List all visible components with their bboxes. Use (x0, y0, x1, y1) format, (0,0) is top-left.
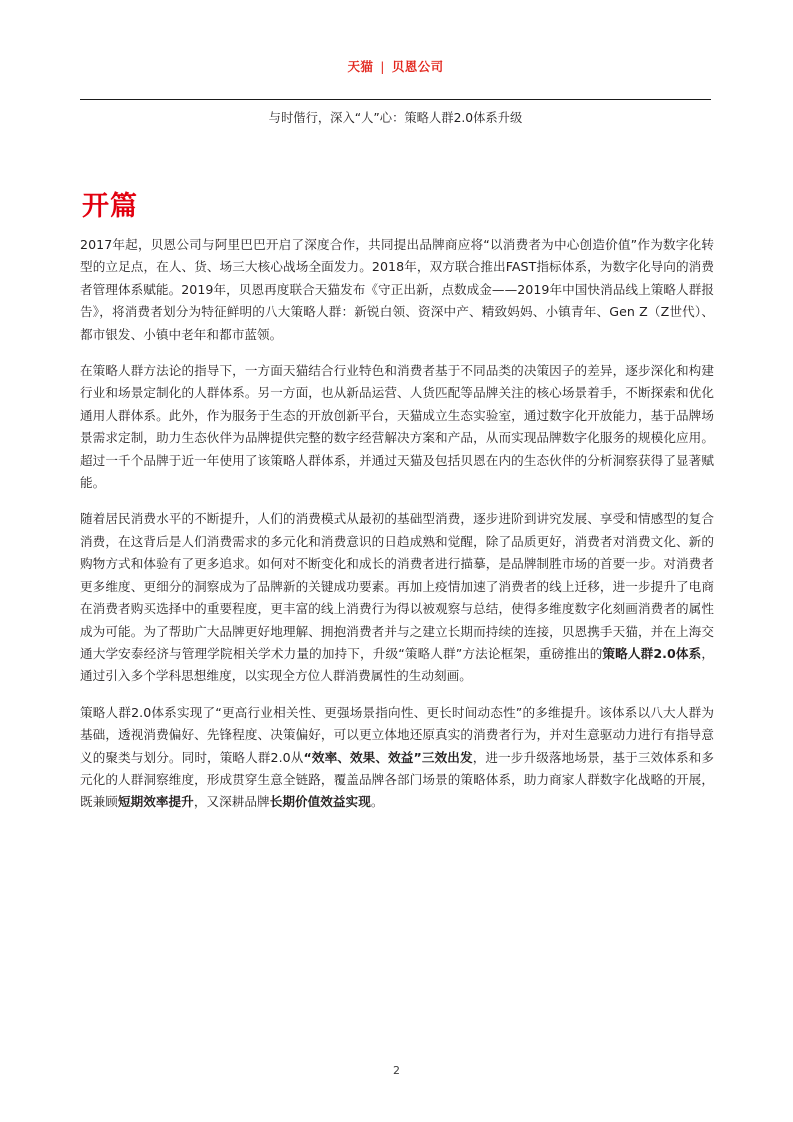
document-subtitle: 与时偕行，深入“人”心：策略人群2.0体系升级 (268, 111, 523, 125)
body-text: 随着居民消费水平的不断提升，人们的消费模式从最初的基础型消费，逐步进阶到讲究发展、享受和情感型的复合消费，在这背后是人们消费需求的多元化和消费意识的日趋成熟和觉醒，除了品质更好，消费者对消费文化、新的购物方式和体验有了更多追求。如何对不断变化和成长的消费者进行描摹，是品牌制胜市场的首要一步。对消费者更多维度、更细分的洞察成为了品牌新的关键成功要素。再加上疫情加速了消费者的线上迁移，进一步提升了电商在消费者购买选择中的重要程度，更丰富的线上消费行为得以被观察与总结，使得多维度数字化刻画消费者的属性成为可能。为了帮助广大品牌更好地理解、拥抱消费者并与之建立长期而持续的连接，贝恩携手天猫，并在上海交通大学安泰经济与管理学院相关学术力量的加持下，升级“策略人群”方法论框架，重磅推出的 (80, 511, 714, 661)
document-header (80, 58, 711, 76)
emphasis-text: 策略人群2.0体系 (602, 645, 702, 661)
brand-line (80, 58, 711, 76)
paragraph (80, 702, 714, 814)
body-text: ，又深耕品牌 (193, 794, 270, 810)
brand-separator: | (380, 59, 385, 74)
paragraph (80, 360, 714, 494)
page-number: 2 (393, 1064, 400, 1077)
emphasis-text: 长期价值效益实现 (269, 794, 371, 810)
brand-tmall: 天猫 (347, 59, 374, 74)
section-heading: 开篇 (82, 191, 138, 223)
body-text: 。 (370, 794, 384, 810)
body-text: 策略人群2.0体系实现了“更高行业相关性、更强场景指向性、更长时间动态性”的多维提升。该体系以八大人群为基础，透视消费偏好、先锋程度、决策偏好，可以更立体地还原真实的消费者行为，并对生意驱动力进行有指导意义的聚类与划分。同时，策略人群2.0从 (80, 704, 714, 765)
header-divider (80, 99, 711, 100)
body-text: ，通过引入多个学科思想维度，以实现全方位人群消费属性的生动刻画。 (80, 645, 714, 684)
emphasis-text: 短期效率提升 (117, 794, 194, 810)
emphasis-text: “效率、效果、效益”三效出发 (303, 749, 473, 765)
body-text: 2017年起，贝恩公司与阿里巴巴开启了深度合作，共同提出品牌商应将“以消费者为中心创造价值”作为数字化转型的立足点，在人、货、场三大核心战场全面发力。2018年，双方联合推出FAST指标体系，为数字化导向的消费者管理体系赋能。2019年，贝恩再度联合天猫发布《守正出新，点数成金——2019年中国快消品线上策略人群报告》，将消费者划分为特征鲜明的八大策略人群：新锐白领、资深中产、精致妈妈、小镇青年、Gen Z（Z世代）、都市银发、小镇中老年和都市蓝领。 (80, 237, 714, 342)
paragraph (80, 508, 714, 687)
body-text: ，进一步升级落地场景，基于三效体系和多元化的人群洞察维度，形成贯穿生意全链路，覆盖品牌各部门场景的策略体系，助力商家人群数字化战略的开展，既兼顾 (80, 749, 714, 810)
brand-bain: 贝恩公司 (391, 59, 444, 74)
paragraph (80, 234, 714, 346)
body-content (80, 234, 714, 814)
body-text: 在策略人群方法论的指导下，一方面天猫结合行业特色和消费者基于不同品类的决策因子的差异，逐步深化和构建行业和场景定制化的人群体系。另一方面，也从新品运营、人货匹配等品牌关注的核心场景着手，不断探索和优化通用人群体系。此外，作为服务于生态的开放创新平台，天猫成立生态实验室，通过数字化开放能力，基于品牌场景需求定制，助力生态伙伴为品牌提供完整的数字经营解决方案和产品，从而实现品牌数字化服务的规模化应用。超过一千个品牌于近一年使用了该策略人群体系，并通过天猫及包括贝恩在内的生态伙伴的分析洞察获得了显著赋能。 (80, 363, 714, 491)
